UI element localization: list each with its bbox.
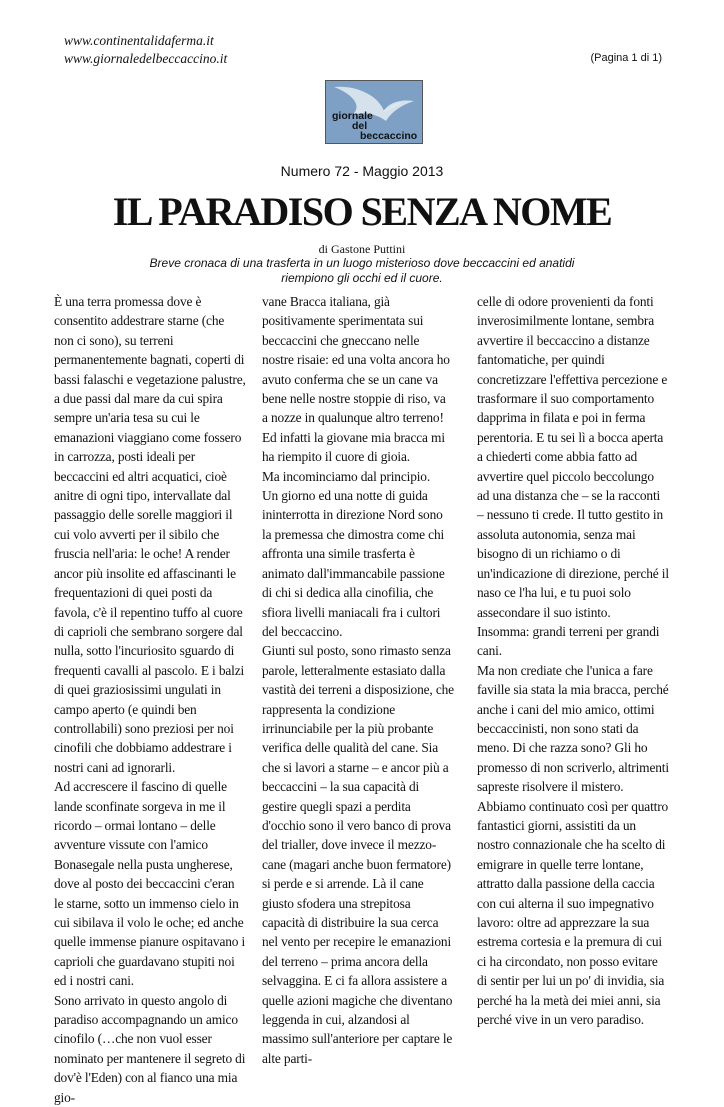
paragraph: Un giorno ed una notte di guida ininterrotta in direzione Nord sono la premessa che dimostra come chi affronta una simile trasferta è animato dall'immancabile passione di chi si dedica alla cinofilia, che sfiora livelli maniacali fra i cultori del beccaccino. <box>262 488 445 639</box>
paragraph: Insomma: grandi terreni per grandi cani. <box>477 623 660 659</box>
logo-text-1: giornale <box>332 110 373 122</box>
column-1 <box>54 292 246 1107</box>
paragraph: celle di odore provenienti da fonti inverosimilmente lontane, sembra avvertire il beccaccino a distanze fantomatiche, per quindi concretizzare l'effettiva percezione e trasformare il suo comportamento dapprima in filata e poi in ferma perentoria. E tu sei lì a bocca aperta a chiederti come abbia fatto ad avvertire quel piccolo beccolungo ad una distanza che – se la racconti – nessuno ti crede. Il tutto gestito in assoluta autonomia, senza mai bisogno di un richiamo o di un'indicazione di direzione, perché il naso ce l'ha lui, e tu puoi solo assecondare il suo istinto. <box>477 294 669 620</box>
page-indicator: (Pagina 1 di 1) <box>590 52 662 64</box>
logo-text-3: beccaccino <box>360 130 418 142</box>
header-urls <box>64 32 227 68</box>
paragraph: È una terra promessa dove è consentito addestrare starne (che non ci sono), su terreni permanentemente bagnati, coperti di bassi falaschi e vegetazione palustre, a due passi dal mare da cui spira sempre un'aria tesa su cui le emanazioni viaggiano come fossero in carrozza, posti ideali per beccaccini ed altri acquatici, cioè anitre di ogni tipo, intervallate dal passaggio delle sorelle maggiori il cui volo avverti per il sibilo che fruscia nell'aria: le oche! A render ancor più insolite ed affascinanti le frequentazioni di quei posti da favola, c'è il repentino tuffo al cuore di caprioli che sembrano sorgere dal nulla, sotto l'incuriosito sguardo di frequenti cavalli al pascolo. E i balzi di quei graziosissimi ungulati in campo aperto (e quindi ben controllabili) sono preziosi per noi cinofili che dobbiamo addestrare i nostri cani ad ignorarli. <box>54 294 246 775</box>
paragraph: Ma non crediate che l'unica a fare faville sia stata la mia bracca, perché anche i cani del mio amico, ottimi beccaccinisti, non sono stati da meno. Di che razza sono? Gli ho promesso di non scriverlo, altrimenti sapreste risolvere il mistero. <box>477 662 669 795</box>
byline: di Gastone Puttini <box>318 242 406 256</box>
paragraph: Ma incominciamo dal principio. <box>262 468 431 484</box>
issue-number: Numero 72 - Maggio 2013 <box>280 163 444 179</box>
paragraph: Sono arrivato in questo angolo di paradiso accompagnando un amico cinofilo (…che non vuol esser nominato per mantenere il segreto di dov'è l'Eden) con al fianco una mia gio- <box>54 992 246 1105</box>
url-continentali[interactable]: www.continentalidaferma.it <box>64 33 214 48</box>
paragraph: Ad accrescere il fascino di quelle lande sconfinate sorgeva in me il ricordo – ormai lontano – delle avventure vissute con l'amico Bonasegale nella pusta ungherese, dove al posto dei beccaccini c'eran le starne, sotto un immenso cielo in cui sibilava il volo le oche; ed anche quelle immense pianure ospitavano i caprioli che guardavano stupiti noi ed i nostri cani. <box>54 779 246 989</box>
logo <box>325 80 423 144</box>
paragraph: Giunti sul posto, sono rimasto senza parole, letteralmente estasiato dalla vastità dei terreni a disposizione, che rappresenta la condizione irrinunciabile per la più probante verifica delle qualità del cane. Sia che si lavori a starne – e ancor più a beccaccini – la sua capacità di gestire quegli spazi a perdita d'occhio sono il vero banco di prova del trialler, dove invece il mezzo-cane (magari anche buon fermatore) si perde e si arrende. Là il cane giusto sfodera una strepitosa capacità di distribuire la sua cerca nel vento per recepire le emanazioni del terreno – prima ancora della selvaggina. E ci fa allora assistere a quelle azioni magiche che diventano leggenda in cui, alzandosi al massimo sull'anteriore per captare le alte parti- <box>262 643 454 1066</box>
logo-text-2: del <box>352 120 368 132</box>
article-title: IL PARADISO SENZA NOME <box>112 189 612 234</box>
url-giornale[interactable]: www.giornaledelbeccaccino.it <box>64 51 228 66</box>
paragraph: vane Bracca italiana, già positivamente sperimentata sui beccaccini che gneccano nelle nostre risaie: ed una volta ancora ho avuto conferma che se un cane va bene nelle nostre stoppie di riso, va a nozze in qualunque altro terreno! <box>262 294 450 426</box>
subtitle: Breve cronaca di una trasferta in un luogo misterioso dove beccaccini ed anatidi riempiono gli occhi ed il cuore. <box>149 256 575 285</box>
column-3 <box>477 292 669 1029</box>
column-2 <box>262 292 454 1068</box>
paragraph: Ed infatti la giovane mia bracca mi ha riempito il cuore di gioia. <box>262 429 445 465</box>
paragraph: Abbiamo continuato così per quattro fantastici giorni, assistiti da un nostro connazionale che ha scelto di emigrare in quelle terre lontane, attratto dalla passione della caccia con cui alterna il suo impegnativo lavoro: oltre ad apprezzare la sua estrema cortesia e la premura di cui ci ha circondato, non posso evitare di sentir per lui un po' di invidia, sia perché ha la metà dei miei anni, sia perché vive in un vero paradiso. <box>477 798 669 1028</box>
